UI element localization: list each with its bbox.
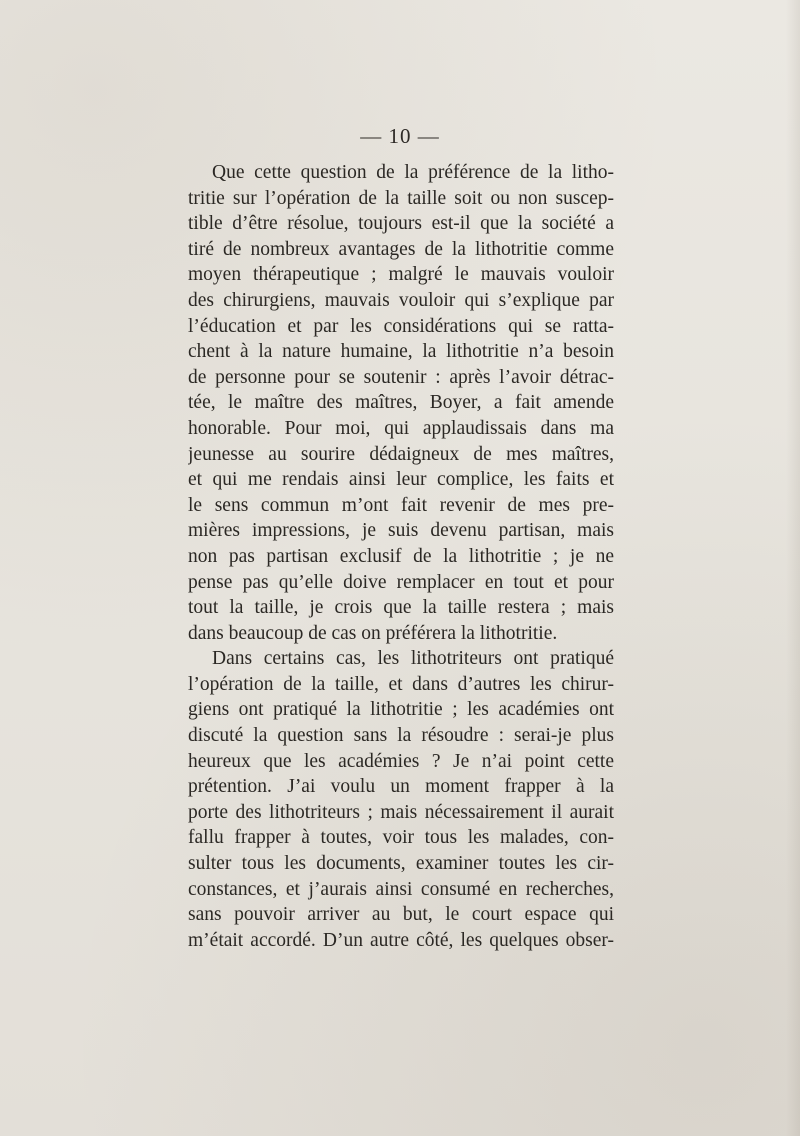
text-line: sans pouvoir arriver au but, le court espace qui xyxy=(188,904,614,926)
text-line: des chirurgiens, mauvais vouloir qui s’explique par xyxy=(188,289,614,311)
text-line: moyen thérapeutique ; malgré le mauvais vouloir xyxy=(188,264,614,286)
text-line: et qui me rendais ainsi leur complice, les faits et xyxy=(188,469,614,491)
text-line: honorable. Pour moi, qui applaudissais dans ma xyxy=(188,417,614,439)
text-line: Que cette question de la préférence de la litho- xyxy=(212,162,614,183)
text-line: tible d’être résolue, toujours est-il que la société a xyxy=(188,213,614,235)
body-text xyxy=(188,160,614,953)
text-line: tiré de nombreux avantages de la lithotritie comme xyxy=(188,238,614,260)
text-line: Dans certains cas, les lithotriteurs ont pratiqué xyxy=(212,648,614,670)
text-line: sulter tous les documents, examiner toutes les cir- xyxy=(188,853,614,875)
text-line: giens ont pratiqué la lithotritie ; les académies ont xyxy=(188,699,614,721)
text-line: pense pas qu’elle doive remplacer en tout et pour xyxy=(188,571,614,593)
text-line: chent à la nature humaine, la lithotritie n’a besoin xyxy=(188,341,614,363)
text-line: tée, le maître des maîtres, Boyer, a fait amende xyxy=(188,392,614,414)
text-line: tout la taille, je crois que la taille restera ; mais xyxy=(188,597,614,619)
text-line: constances, et j’aurais ainsi consumé en recherches, xyxy=(188,878,614,900)
text-line: mières impressions, je suis devenu partisan, mais xyxy=(188,520,614,542)
text-line: m’était accordé. D’un autre côté, les quelques obser- xyxy=(188,929,614,951)
text-line: dans beaucoup de cas on préférera la lithotritie. xyxy=(188,622,558,644)
page-number: — 10 — xyxy=(360,124,440,148)
text-line: heureux que les académies ? Je n’ai point cette xyxy=(188,750,614,772)
text-line: jeunesse au sourire dédaigneux de mes maîtres, xyxy=(188,443,614,465)
text-line: tritie sur l’opération de la taille soit ou non suscep- xyxy=(188,187,614,209)
text-line: fallu frapper à toutes, voir tous les malades, con- xyxy=(188,827,614,849)
text-line: prétention. J’ai voulu un moment frapper à la xyxy=(188,776,614,798)
page-edge-shadow xyxy=(786,0,800,1136)
text-line: de personne pour se soutenir : après l’avoir détrac- xyxy=(188,366,614,388)
text-line: porte des lithotriteurs ; mais nécessairement il aurait xyxy=(188,801,614,823)
text-line: l’opération de la taille, et dans d’autres les chirur- xyxy=(188,673,614,695)
text-line: le sens commun m’ont fait revenir de mes pre- xyxy=(188,494,614,516)
text-line: non pas partisan exclusif de la lithotritie ; je ne xyxy=(188,545,614,567)
text-line: discuté la question sans la résoudre : serai-je plus xyxy=(188,725,614,747)
text-line: l’éducation et par les considérations qui se ratta- xyxy=(188,315,614,337)
